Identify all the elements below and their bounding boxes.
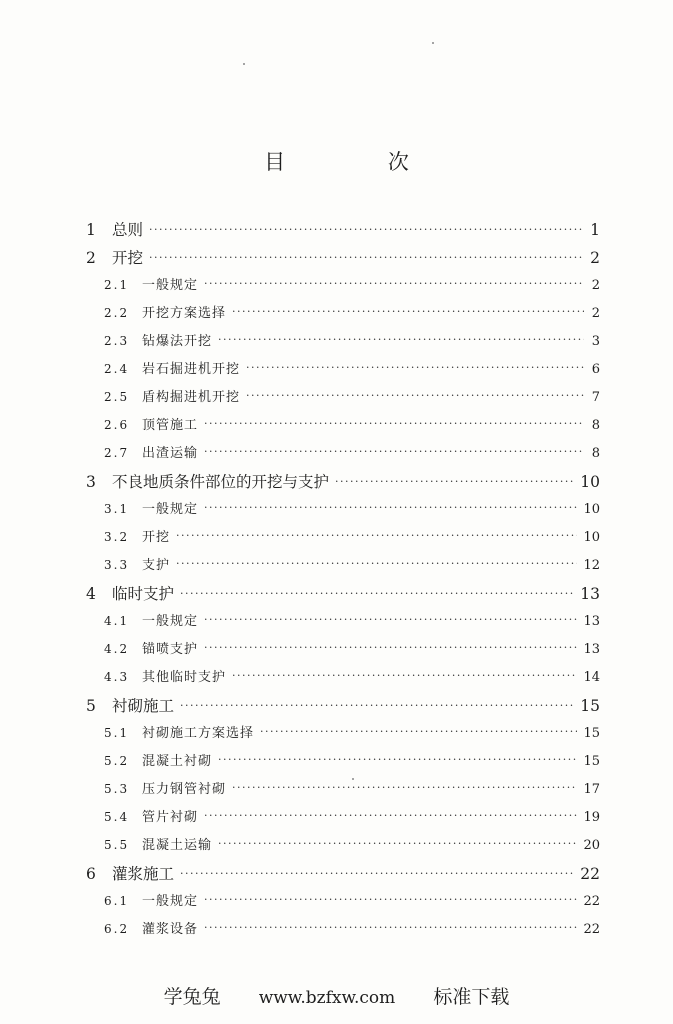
toc-entry-page: 10 [583, 502, 600, 517]
toc-leader-dots [335, 475, 574, 488]
toc-entry-page: 22 [583, 894, 600, 909]
toc-section-entry[interactable] [104, 778, 600, 797]
toc-entry-title: 一般规定 [142, 278, 199, 293]
toc-entry-title: 灌浆施工 [112, 865, 175, 883]
toc-section-entry[interactable] [104, 386, 600, 405]
toc-entry-number: 5.2 [104, 754, 130, 768]
toc-entry-title: 临时支护 [112, 585, 175, 603]
toc-leader-dots [204, 277, 584, 290]
toc-entry-number: 1 [86, 221, 96, 239]
toc-entry-title: 管片衬砌 [142, 810, 199, 825]
toc-entry-number: 6.2 [104, 922, 130, 936]
toc-entry-number: 5.5 [104, 838, 130, 852]
toc-leader-dots [176, 557, 577, 570]
toc-entry-page: 2 [591, 306, 600, 321]
toc-section-entry[interactable] [104, 750, 600, 769]
toc-entry-page: 10 [583, 530, 600, 545]
toc-section-entry[interactable] [104, 666, 600, 685]
toc-entry-title: 一般规定 [142, 614, 199, 629]
toc-entry-number: 2.1 [104, 278, 130, 292]
toc-section-entry[interactable] [104, 330, 600, 349]
toc-entry-title: 混凝土衬砌 [142, 754, 213, 769]
toc-entry-number: 2.5 [104, 390, 130, 404]
toc-entry-title: 压力钢管衬砌 [142, 782, 227, 797]
toc-chapter-entry[interactable] [86, 582, 600, 604]
toc-section-entry[interactable] [104, 498, 600, 517]
toc-entry-page: 1 [590, 221, 600, 239]
toc-entry-title: 岩石掘进机开挖 [142, 362, 241, 377]
toc-entry-number: 5.3 [104, 782, 130, 796]
toc-leader-dots [204, 809, 577, 822]
toc-entry-title: 总则 [112, 221, 144, 239]
page-title: 目 次 [264, 150, 457, 174]
toc-entry-number: 5 [86, 697, 96, 715]
footer-tagline: 标准下载 [433, 986, 510, 1008]
toc-section-entry[interactable] [104, 806, 600, 825]
toc-entry-number: 3.3 [104, 558, 130, 572]
toc-leader-dots [180, 867, 574, 880]
toc-section-entry[interactable] [104, 554, 600, 573]
toc-entry-number: 4.1 [104, 614, 130, 628]
toc-entry-page: 17 [583, 782, 600, 797]
toc-leader-dots [232, 781, 577, 794]
toc-entry-page: 7 [591, 390, 600, 405]
toc-entry-page: 13 [580, 585, 600, 603]
toc-section-entry[interactable] [104, 302, 600, 321]
toc-leader-dots [204, 893, 577, 906]
scan-speck [243, 63, 245, 65]
toc-entry-number: 2.3 [104, 334, 130, 348]
toc-entry-title: 衬砌施工 [112, 697, 175, 715]
toc-chapter-entry[interactable] [86, 694, 600, 716]
toc-entry-number: 4.2 [104, 642, 130, 656]
scan-speck [352, 778, 354, 780]
toc-leader-dots [246, 361, 584, 374]
toc-section-entry[interactable] [104, 358, 600, 377]
toc-entry-title: 钻爆法开挖 [142, 334, 213, 349]
toc-leader-dots [149, 251, 584, 264]
toc-entry-page: 15 [580, 697, 600, 715]
toc-entry-page: 10 [580, 473, 600, 491]
toc-leader-dots [149, 223, 584, 236]
toc-entry-title: 一般规定 [142, 894, 199, 909]
toc-entry-number: 6 [86, 865, 96, 883]
toc-leader-dots [232, 669, 577, 682]
toc-entry-title: 出渣运输 [142, 446, 199, 461]
toc-entry-title: 衬砌施工方案选择 [142, 726, 255, 741]
toc-chapter-entry[interactable] [86, 218, 600, 240]
toc-entry-number: 2.7 [104, 446, 130, 460]
toc-section-entry[interactable] [104, 834, 600, 853]
toc-entry-number: 2.2 [104, 306, 130, 320]
toc-leader-dots [180, 587, 574, 600]
toc-entry-title: 开挖方案选择 [142, 306, 227, 321]
toc-entry-page: 19 [583, 810, 600, 825]
toc-section-entry[interactable] [104, 442, 600, 461]
toc-leader-dots [218, 753, 577, 766]
toc-entry-page: 8 [591, 418, 600, 433]
toc-chapter-entry[interactable] [86, 246, 600, 268]
toc-leader-dots [204, 445, 584, 458]
toc-entry-page: 15 [583, 726, 600, 741]
toc-entry-number: 4.3 [104, 670, 130, 684]
toc-entry-page: 15 [583, 754, 600, 769]
toc-leader-dots [246, 389, 584, 402]
toc-entry-number: 3.2 [104, 530, 130, 544]
toc-entry-number: 2.4 [104, 362, 130, 376]
toc-entry-title: 其他临时支护 [142, 670, 227, 685]
toc-entry-page: 13 [583, 614, 600, 629]
toc-entry-number: 5.1 [104, 726, 130, 740]
toc-entry-title: 锚喷支护 [142, 642, 199, 657]
toc-entry-number: 5.4 [104, 810, 130, 824]
toc-section-entry[interactable] [104, 526, 600, 545]
toc-leader-dots [260, 725, 577, 738]
toc-leader-dots [204, 501, 577, 514]
toc-leader-dots [204, 641, 577, 654]
toc-entry-number: 2 [86, 249, 96, 267]
toc-leader-dots [204, 613, 577, 626]
toc-entry-page: 8 [591, 446, 600, 461]
toc-entry-page: 22 [583, 922, 600, 937]
toc-leader-dots [204, 921, 577, 934]
toc-entry-page: 2 [591, 278, 600, 293]
toc-entry-title: 盾构掘进机开挖 [142, 390, 241, 405]
toc-entry-page: 2 [590, 249, 600, 267]
toc-entry-title: 不良地质条件部位的开挖与支护 [112, 473, 330, 491]
footer-site-name: 学兔兔 [163, 986, 221, 1008]
toc-leader-dots [204, 417, 584, 430]
toc-leader-dots [176, 529, 577, 542]
toc-chapter-entry[interactable] [86, 862, 600, 884]
toc-entry-page: 20 [583, 838, 600, 853]
toc-section-entry[interactable] [104, 722, 600, 741]
toc-entry-page: 6 [591, 362, 600, 377]
toc-chapter-entry[interactable] [86, 470, 600, 492]
toc-section-entry[interactable] [104, 918, 600, 937]
scan-speck [432, 42, 434, 44]
toc-leader-dots [180, 699, 574, 712]
toc-entry-page: 12 [583, 558, 600, 573]
toc-entry-title: 顶管施工 [142, 418, 199, 433]
toc-entry-title: 开挖 [112, 249, 144, 267]
toc-entry-number: 3 [86, 473, 96, 491]
toc-leader-dots [218, 837, 577, 850]
toc-entry-number: 2.6 [104, 418, 130, 432]
toc-entry-title: 支护 [142, 558, 171, 573]
toc-entry-title: 一般规定 [142, 502, 199, 517]
toc-section-entry[interactable] [104, 638, 600, 657]
toc-entry-page: 13 [583, 642, 600, 657]
toc-leader-dots [218, 333, 584, 346]
toc-section-entry[interactable] [104, 890, 600, 909]
toc-leader-dots [232, 305, 584, 318]
toc-section-entry[interactable] [104, 610, 600, 629]
toc-entry-number: 4 [86, 585, 96, 603]
toc-entry-title: 开挖 [142, 530, 171, 545]
toc-section-entry[interactable] [104, 274, 600, 293]
toc-entry-number: 3.1 [104, 502, 130, 516]
footer-url[interactable]: www.bzfxw.com [258, 988, 396, 1008]
toc-entry-title: 混凝土运输 [142, 838, 213, 853]
toc-entry-title: 灌浆设备 [142, 922, 199, 937]
toc-entry-page: 14 [583, 670, 600, 685]
toc-entry-page: 22 [580, 865, 600, 883]
toc-entry-page: 3 [591, 334, 600, 349]
toc-entry-number: 6.1 [104, 894, 130, 908]
toc-section-entry[interactable] [104, 414, 600, 433]
watermark-footer [0, 982, 673, 1009]
